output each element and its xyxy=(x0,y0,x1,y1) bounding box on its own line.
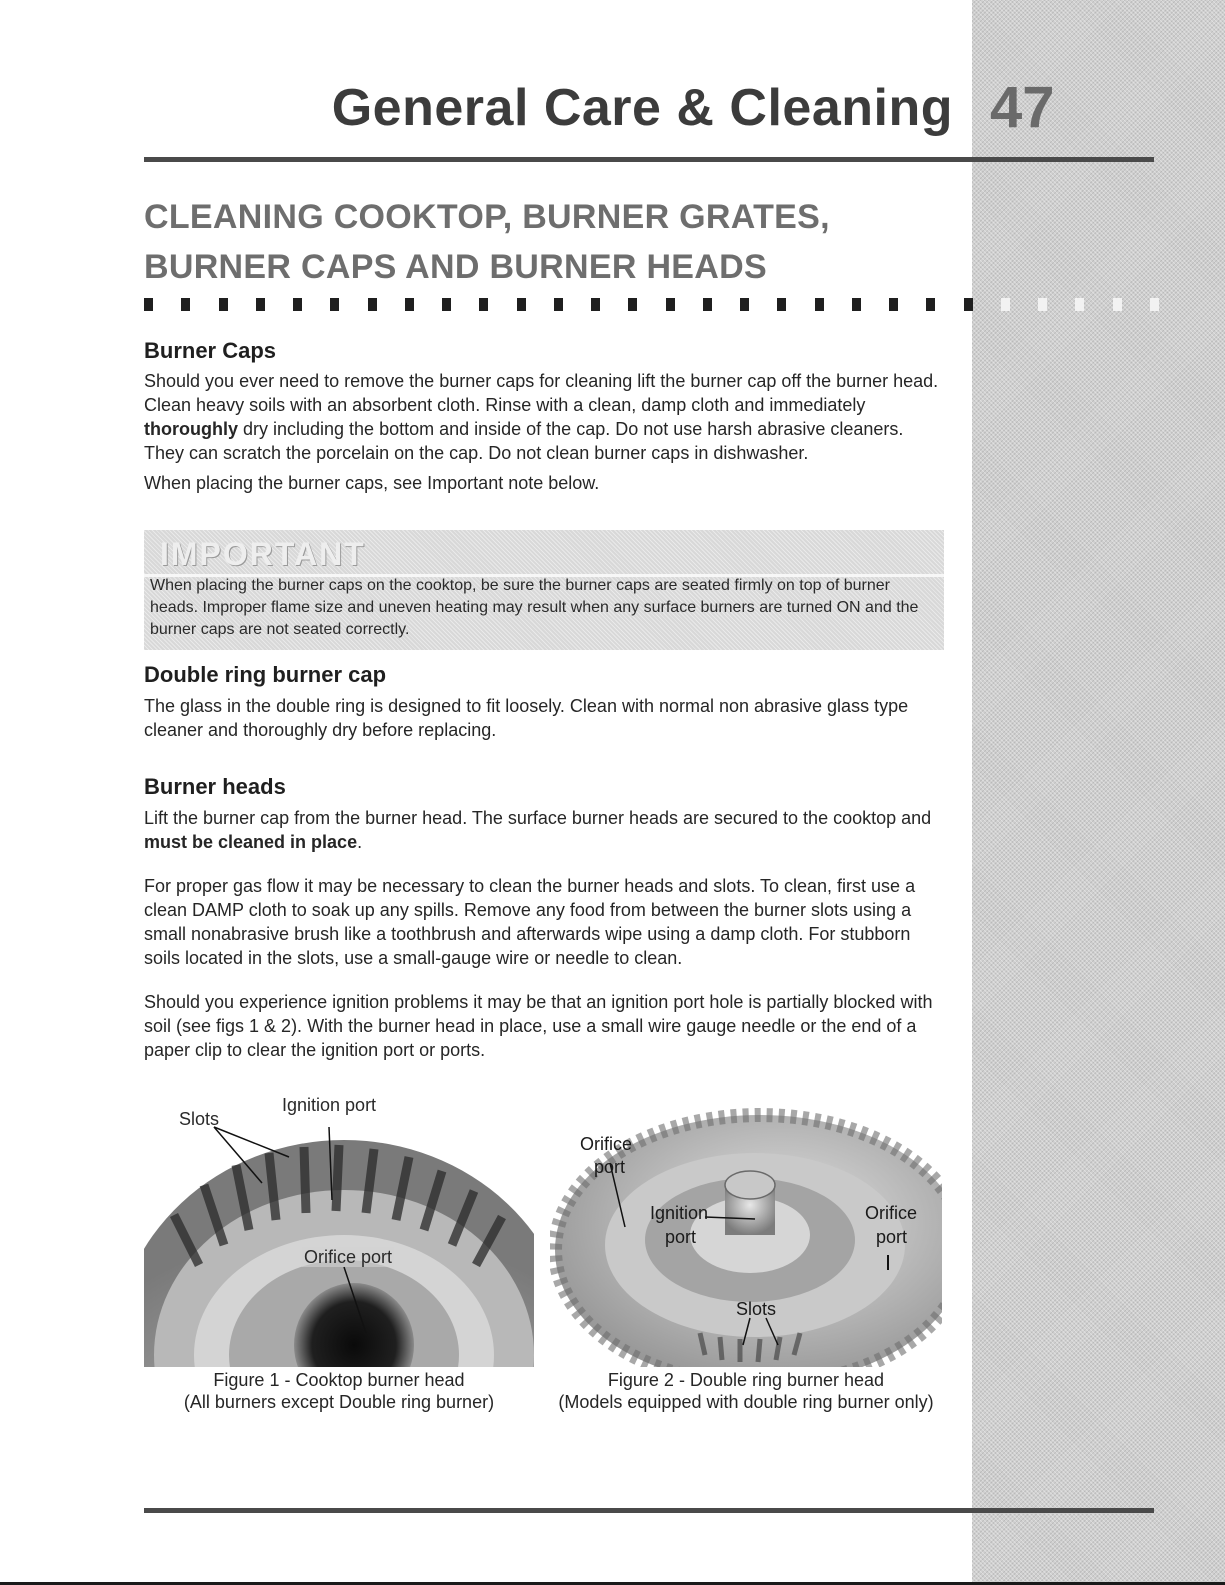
divider-dot xyxy=(1038,298,1047,311)
burner-heads-section xyxy=(144,774,944,1062)
text-run: Lift the burner cap from the burner head. The surface burner heads are secured to the cooktop and xyxy=(144,808,932,828)
important-text: When placing the burner caps on the cooktop, be sure the burner caps are seated firmly on top of burner heads. Improper flame size and uneven heating may result when any surface burners are turned ON and the burner caps are not seated correctly. xyxy=(150,577,919,638)
caption-line: (Models equipped with double ring burner only) xyxy=(558,1392,934,1412)
label-slots: Slots xyxy=(736,1299,777,1319)
bold-text: thoroughly xyxy=(144,419,238,439)
burner-heads-paragraph-2: For proper gas flow it may be necessary to clean the burner heads and slots. To clean, first use a clean DAMP cloth to soak up any spills. Remove any food from between the burner slots using a small nonabrasive brush like a toothbrush and afterwards wipe using a damp cloth. For stubborn soils located in the slots, use a small-gauge wire or needle to clean. xyxy=(144,876,916,968)
divider-dot xyxy=(591,298,600,311)
divider-dot xyxy=(666,298,675,311)
divider-dot xyxy=(405,298,414,311)
double-ring-text: The glass in the double ring is designed to fit loosely. Clean with normal non abrasive glass type cleaner and thoroughly dry before replacing. xyxy=(144,696,909,740)
burner-caps-heading: Burner Caps xyxy=(144,338,277,363)
label-orifice-port: Orifice port xyxy=(304,1247,393,1267)
divider-dot xyxy=(1150,298,1159,311)
divider-dot xyxy=(554,298,563,311)
divider-dot xyxy=(889,298,898,311)
burner-heads-paragraph-3: Should you experience ignition problems it may be that an ignition port hole is partially blocked with soil (see figs 1 & 2). With the burner head in place, use a small wire gauge needle or the end of a paper clip to clear the ignition port or ports. xyxy=(144,992,933,1060)
divider-dot xyxy=(777,298,786,311)
caption-line: Figure 1 - Cooktop burner head xyxy=(213,1370,465,1390)
burner-caps-paragraph xyxy=(144,369,944,465)
divider-dot xyxy=(442,298,451,311)
burner-heads-heading: Burner heads xyxy=(144,774,286,799)
figure-1-burner-head xyxy=(144,1095,534,1367)
figure-1-caption xyxy=(144,1369,534,1413)
figure-2-double-ring-burner xyxy=(550,1105,942,1367)
burner-caps-section xyxy=(144,338,944,495)
divider-dot xyxy=(852,298,861,311)
label-orifice-right-2: port xyxy=(876,1227,908,1247)
divider-dot xyxy=(926,298,935,311)
label-orifice-left-2: port xyxy=(594,1157,626,1177)
text-run: Should you ever need to remove the burner caps for cleaning lift the burner cap off the burner head. Clean heavy soils with an absorbent cloth. Rinse with a clean, damp cloth and immediately xyxy=(144,371,939,415)
divider-dot xyxy=(964,298,973,311)
text-run: . xyxy=(357,832,363,852)
divider-dot xyxy=(219,298,228,311)
divider-dot xyxy=(368,298,377,311)
caption-line: Figure 2 - Double ring burner head xyxy=(607,1370,885,1390)
label-slots: Slots xyxy=(179,1109,220,1129)
divider-dot xyxy=(330,298,339,311)
divider-dot xyxy=(517,298,526,311)
divider-dot xyxy=(144,298,153,311)
label-ignition-port: Ignition port xyxy=(282,1095,377,1115)
burner-heads-paragraph-1 xyxy=(144,806,944,854)
double-ring-heading: Double ring burner cap xyxy=(144,662,387,687)
important-title: IMPORTANT xyxy=(160,536,366,572)
page-title: General Care & Cleaning xyxy=(331,79,953,137)
divider-dot xyxy=(1075,298,1084,311)
divider-dot xyxy=(628,298,637,311)
footer-rule xyxy=(144,1508,1154,1513)
side-strip xyxy=(972,0,1225,1585)
figure-2-caption xyxy=(550,1369,942,1413)
divider-dot xyxy=(703,298,712,311)
divider-dot xyxy=(815,298,824,311)
label-orifice-right: Orifice xyxy=(865,1203,918,1223)
header-rule xyxy=(144,157,1154,162)
important-notice xyxy=(144,530,944,650)
double-ring-section xyxy=(144,662,944,742)
label-ignition-2: port xyxy=(665,1227,697,1247)
burner-caps-note: When placing the burner caps, see Important note below. xyxy=(144,473,600,493)
divider-dot xyxy=(181,298,190,311)
bold-text: must be cleaned in place xyxy=(144,832,358,852)
divider-dot xyxy=(1001,298,1010,311)
divider-dot xyxy=(256,298,265,311)
label-orifice-left: Orifice xyxy=(580,1134,633,1154)
dotted-divider xyxy=(144,298,1159,312)
burner-head-illustration xyxy=(144,1105,534,1367)
label-ignition: Ignition xyxy=(650,1203,709,1223)
section-heading: CLEANING COOKTOP, BURNER GRATES, BURNER CAPS AND BURNER HEADS xyxy=(144,198,830,286)
divider-dot xyxy=(479,298,488,311)
page-number: 47 xyxy=(990,75,1055,140)
text-run: dry including the bottom and inside of the cap. Do not use harsh abrasive cleaners. They can scratch the porcelain on the cap. Do not clean burner caps in dishwasher. xyxy=(144,419,904,463)
divider-dot xyxy=(1113,298,1122,311)
divider-dot xyxy=(740,298,749,311)
caption-line: (All burners except Double ring burner) xyxy=(183,1392,495,1412)
divider-dot xyxy=(293,298,302,311)
